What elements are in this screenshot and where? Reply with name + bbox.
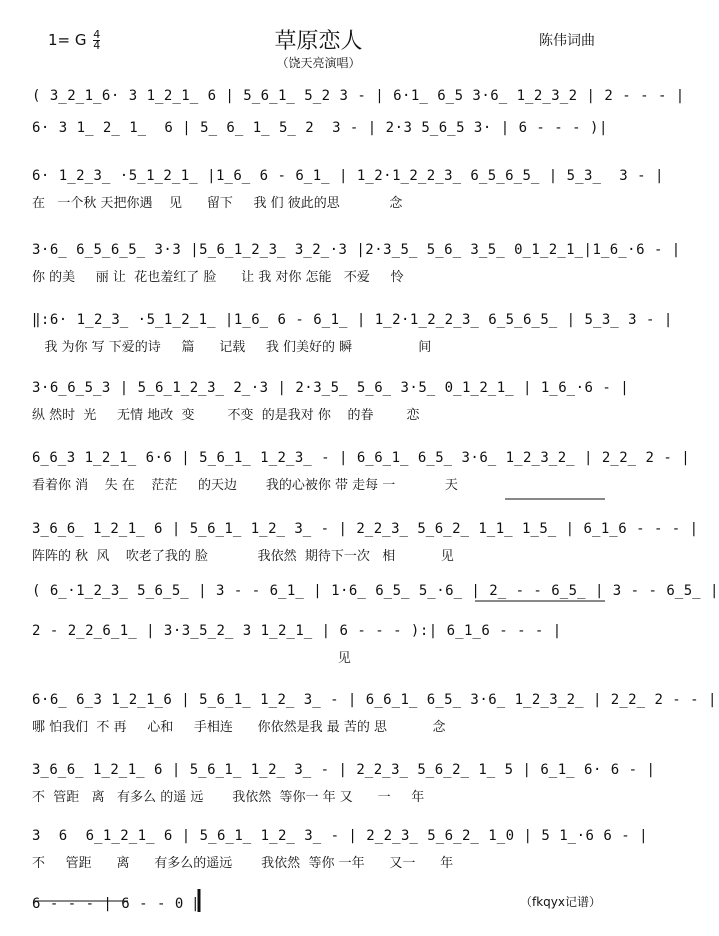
notation-row: 6· 3 1̲ 2̲ 1̲ 6 | 5̲ 6̲ 1̲ 5̲ 2 3 - | 2·3 5̲6̲5 3· | 6 - - - )| bbox=[32, 120, 608, 136]
lyric-row: 在 一个秋 天把你遇 见 留下 我 们 彼此的思 念 bbox=[32, 196, 403, 211]
key-text: 1= G bbox=[48, 31, 87, 49]
notation-row: 3·6̲ 6̲5̲6̲5̲ 3·3 |5̲6̲1̲2̲3̲ 3̲2̲·3 |2·3̲5̲ 5̲6̲ 3̲5̲ 0̲1̲2̲1̲|1̲6̲·6 - | bbox=[32, 242, 681, 258]
time-top: 4 bbox=[93, 28, 101, 41]
lyric-row: 纵 然时 光 无情 地改 变 不变 的是我对 你 的眷 恋 bbox=[32, 408, 420, 423]
singer-credit: （饶天亮演唱） bbox=[276, 56, 361, 70]
notation-row: ( 3̲2̲1̲6· 3 1̲2̲1̲ 6 | 5̲6̲1̲ 5̲2 3 - | 6·1̲ 6̲5 3·6̲ 1̲2̲3̲2 | 2 - - - | bbox=[32, 88, 685, 104]
notation-row: ‖:6· 1̲2̲3̲ ·5̲1̲2̲1̲ |1̲6̲ 6 - 6̲1̲ | 1̲2·1̲2̲2̲3̲ 6̲5̲6̲5̲ | 5̲3̲ 3 - | bbox=[32, 312, 673, 328]
transcriber-credit: （fkqyx记谱） bbox=[520, 895, 601, 909]
lyric-row: 见 bbox=[32, 651, 351, 666]
notation-row: 3̲6̲6̲ 1̲2̲1̲ 6 | 5̲6̲1̲ 1̲2̲ 3̲ - | 2̲2̲3̲ 5̲6̲2̲ 1̲1̲ 1̲5̲ | 6̲1̲6 - - - | bbox=[32, 521, 699, 537]
lyric-row: 你 的美 丽 让 花也羞红了 脸 让 我 对你 怎能 不爱 怜 bbox=[32, 270, 404, 285]
lyric-row: 哪 怕我们 不 再 心和 手相连 你依然是我 最 苦的 思 念 bbox=[32, 720, 446, 735]
notation-row: 3 6 6̲1̲2̲1̲ 6 | 5̲6̲1̲ 1̲2̲ 3̲ - | 2̲2̲3̲ 5̲6̲2̲ 1̲0 | 5 1̲·6 6 - | bbox=[32, 828, 649, 844]
lyric-row: 阵阵的 秋 风 吹老了我的 脸 我依然 期待下一次 相 见 bbox=[32, 549, 454, 564]
notation-row: 6· 1̲2̲3̲ ·5̲1̲2̲1̲ |1̲6̲ 6 - 6̲1̲ | 1̲2·1̲2̲2̲3̲ 6̲5̲6̲5̲ | 5̲3̲ 3 - | bbox=[32, 168, 664, 184]
notation-row: 3·6̲6̲5̲3 | 5̲6̲1̲2̲3̲ 2̲·3 | 2·3̲5̲ 5̲6̲ 3·5̲ 0̲1̲2̲1̲ | 1̲6̲·6 - | bbox=[32, 380, 630, 396]
notation-row: 2 - 2̲2̲6̲1̲ | 3·3̲5̲2̲ 3 1̲2̲1̲ | 6 - - - ):| 6̲1̲6 - - - | bbox=[32, 623, 562, 639]
notation-row: 6̲6̲3 1̲2̲1̲ 6·6 | 5̲6̲1̲ 1̲2̲3̲ - | 6̲6̲1̲ 6̲5̲ 3·6̲ 1̲2̲3̲2̲ | 2̲2̲ 2 - | bbox=[32, 450, 691, 466]
composer-credit: 陈伟词曲 bbox=[539, 33, 595, 49]
notation-row: 3̲6̲6̲ 1̲2̲1̲ 6 | 5̲6̲1̲ 1̲2̲ 3̲ - | 2̲2̲3̲ 5̲6̲2̲ 1̲ 5 | 6̲1̲ 6· 6 - | bbox=[32, 762, 656, 778]
notation-row: ( 6̲·1̲2̲3̲ 5̲6̲5̲ | 3 - - 6̲1̲ | 1·6̲ 6̲5̲ 5̲·6̲ | 2̲ - - 6̲5̲ | 3 - - 6̲5̲ | bbox=[32, 583, 719, 599]
song-title: 草原恋人 bbox=[274, 29, 363, 54]
lyric-row: 我 为你 写 下爱的诗 篇 记载 我 们美好的 瞬 间 bbox=[32, 340, 432, 355]
lyric-row: 不 管距 离 有多么 的遥 远 我依然 等你一 年 又 一 年 bbox=[32, 790, 425, 805]
lyric-row: 不 管距 离 有多么的遥远 我依然 等你 一年 又一 年 bbox=[32, 856, 454, 871]
notation-row: 6 - - - | 6 - - 0 ‖ bbox=[32, 896, 202, 912]
lyric-row: 看着你 消 失 在 茫茫 的天边 我的心被你 带 走每 一 天 bbox=[32, 478, 458, 493]
time-bottom: 4 bbox=[93, 39, 101, 52]
notation-row: 6·6̲ 6̲3 1̲2̲1̲6 | 5̲6̲1̲ 1̲2̲ 3̲ - | 6̲6̲1̲ 6̲5̲ 3·6̲ 1̲2̲3̲2̲ | 2̲2̲ 2 - - | bbox=[32, 692, 717, 708]
